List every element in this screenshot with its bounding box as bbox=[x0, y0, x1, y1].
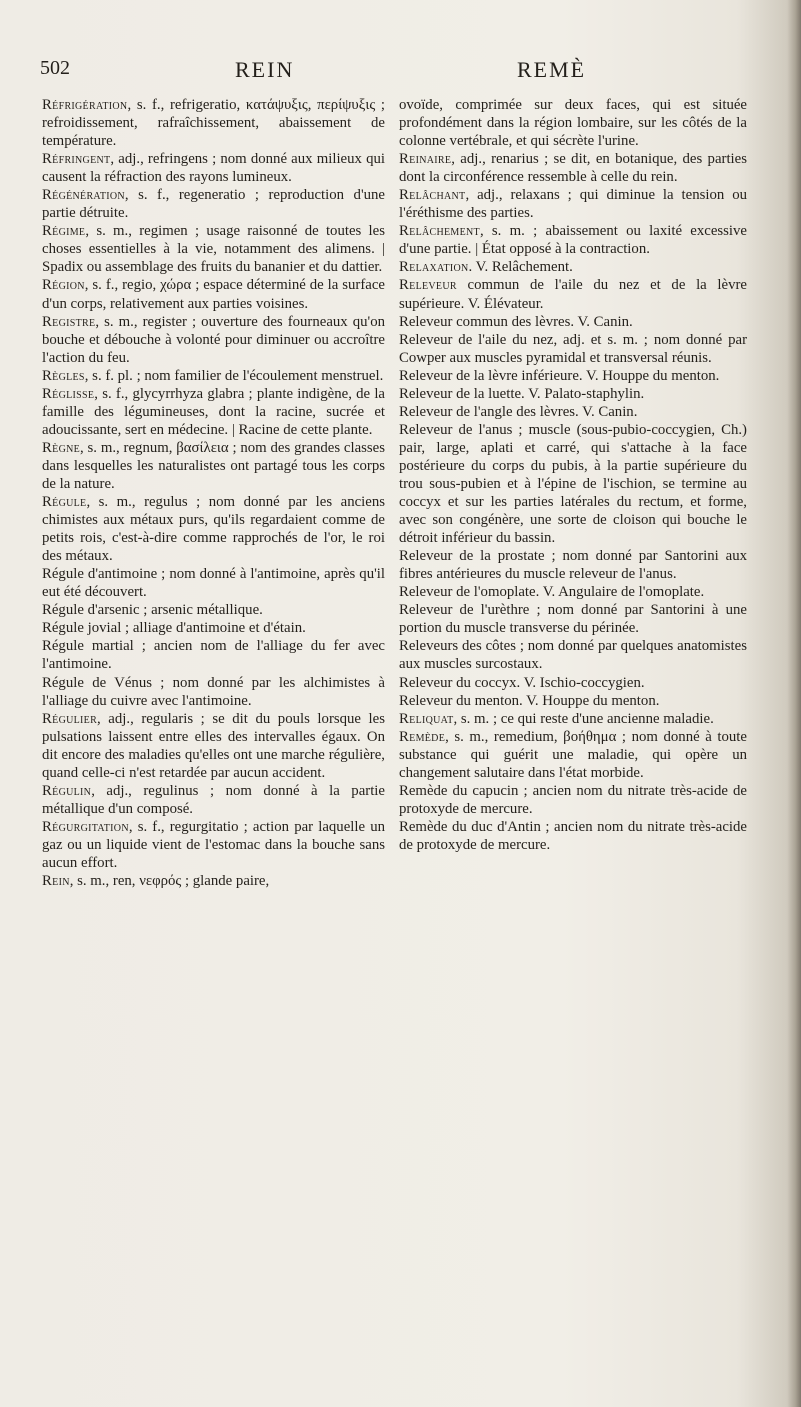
dictionary-entry bbox=[42, 276, 385, 312]
right-column bbox=[399, 96, 747, 854]
entry-text: Releveur commun des lèvres. V. Canin. bbox=[399, 313, 633, 330]
entry-text: Releveur de l'angle des lèvres. V. Canin. bbox=[399, 403, 638, 420]
dictionary-entry bbox=[399, 222, 747, 258]
dictionary-entry bbox=[42, 818, 385, 872]
dictionary-entry bbox=[399, 421, 747, 547]
entry-term: Remède bbox=[399, 728, 446, 745]
dictionary-entry bbox=[42, 222, 385, 276]
dictionary-entry bbox=[42, 601, 385, 619]
entry-term: Règne bbox=[42, 439, 81, 456]
entry-text: Régule d'antimoine ; nom donné à l'antimoine, après qu'il eut été découvert. bbox=[42, 566, 385, 601]
entry-text: Releveurs des côtes ; nom donné par quelques anatomistes aux muscles surcostaux. bbox=[399, 638, 747, 673]
entry-term: Relaxation bbox=[399, 259, 469, 276]
dictionary-entry bbox=[399, 403, 747, 421]
dictionary-entry bbox=[42, 150, 385, 186]
entry-term: Releveur bbox=[399, 277, 457, 294]
dictionary-entry bbox=[399, 710, 747, 728]
entry-text: , s. f., regeneratio ; reproduction d'une partie détruite. bbox=[42, 187, 385, 222]
entry-text: Releveur de la prostate ; nom donné par Santorini aux fibres antérieures du muscle releveur de l'anus. bbox=[399, 548, 747, 583]
entry-text: , adj., regularis ; se dit du pouls lorsque les pulsations laissent entre elles des intervalles égaux. On dit encore des maladies qu'elles ont une marche régulière, quand celle-ci n'est retardée par aucun accident. bbox=[42, 710, 385, 781]
dictionary-entry bbox=[42, 439, 385, 493]
entry-term: Relâchant bbox=[399, 187, 466, 204]
dictionary-entry bbox=[399, 547, 747, 583]
dictionary-entry bbox=[42, 872, 385, 890]
entry-text: Releveur de l'urèthre ; nom donné par Santorini à une portion du muscle transverse du périnée. bbox=[399, 602, 747, 637]
running-head-right: REMÈ bbox=[517, 57, 587, 82]
entry-text: , s. f., regio, χώρα ; espace déterminé de la surface d'un corps, relativement aux parties voisines. bbox=[42, 277, 385, 312]
entry-text: , s. m., regulus ; nom donné par les anciens chimistes aux métaux purs, qu'ils regardaient comme de petits rois, c'est-à-dire comme rapprochés de l'or, le roi des métaux. bbox=[42, 494, 385, 565]
entry-term: Reinaire bbox=[399, 151, 452, 168]
entry-text: , s. m., regnum, βασίλεια ; nom des grandes classes dans lesquelles les naturalistes ont partagé tous les corps de la nature. bbox=[42, 439, 385, 492]
dictionary-entry bbox=[399, 96, 747, 150]
entry-term: Régule bbox=[42, 494, 87, 511]
entry-term: Régime bbox=[42, 223, 86, 240]
dictionary-entry bbox=[42, 367, 385, 385]
entry-text: Releveur de l'aile du nez, adj. et s. m. ; nom donné par Cowper aux muscles pyramidal et transversal réunis. bbox=[399, 331, 747, 366]
entry-text: , s. m., regimen ; usage raisonné de toutes les choses essentielles à la vie, notamment des alimens. | Spadix ou assemblage des fruits du bananier et du dattier. bbox=[42, 223, 385, 276]
entry-text: Remède du capucin ; ancien nom du nitrate très-acide de protoxyde de mercure. bbox=[399, 782, 747, 817]
dictionary-entry bbox=[399, 367, 747, 385]
dictionary-entry bbox=[42, 710, 385, 782]
entry-term: Régurgitation bbox=[42, 818, 129, 835]
entry-text: , s. m., remedium, βοήθημα ; nom donné à toute substance qui guérit une maladie, qui opère un changement salutaire dans l'état morbide. bbox=[399, 728, 747, 781]
entry-term: Réglisse bbox=[42, 385, 95, 402]
dictionary-entry bbox=[399, 385, 747, 403]
entry-term: Régénération bbox=[42, 187, 125, 204]
entry-term: Réfrigération bbox=[42, 97, 128, 113]
page-edge-shadow bbox=[787, 0, 801, 1407]
entry-text: Régule jovial ; alliage d'antimoine et d'étain. bbox=[42, 620, 306, 637]
entry-text: Releveur du menton. V. Houppe du menton. bbox=[399, 692, 660, 709]
dictionary-entry bbox=[399, 601, 747, 637]
dictionary-entry bbox=[399, 782, 747, 818]
entry-term: Règles bbox=[42, 367, 85, 384]
entry-term: Rein bbox=[42, 873, 70, 890]
entry-text: Releveur du coccyx. V. Ischio-coccygien. bbox=[399, 674, 645, 691]
entry-text: commun de l'aile du nez et de la lèvre supérieure. V. Élévateur. bbox=[399, 277, 747, 312]
entry-term: Reliquat bbox=[399, 710, 454, 727]
entry-text: , adj., relaxans ; qui diminue la tension ou l'éréthisme des parties. bbox=[399, 187, 747, 222]
entry-text: ovoïde, comprimée sur deux faces, qui est située profondément dans la région lombaire, sur les côtés de la colonne vertébrale, et qui sécrète l'urine. bbox=[399, 97, 747, 150]
entry-term: Réfringent bbox=[42, 151, 111, 168]
dictionary-entry bbox=[42, 637, 385, 673]
dictionary-entry bbox=[399, 313, 747, 331]
dictionary-entry bbox=[42, 313, 385, 367]
page-number: 502 bbox=[40, 57, 70, 79]
dictionary-entry bbox=[42, 565, 385, 601]
entry-text: Releveur de l'omoplate. V. Angulaire de l'omoplate. bbox=[399, 584, 705, 601]
dictionary-entry bbox=[399, 186, 747, 222]
dictionary-entry bbox=[399, 331, 747, 367]
dictionary-entry bbox=[399, 692, 747, 710]
entry-term: Région bbox=[42, 277, 85, 294]
entry-text: , s. f., refrigeratio, κατάψυξις, περίψυξις ; refroidissement, rafraîchissement, abaissement de température. bbox=[42, 97, 385, 150]
entry-text: , s. m., ren, νεφρός ; glande paire, bbox=[69, 873, 270, 890]
entry-text: Régule martial ; ancien nom de l'alliage du fer avec l'antimoine. bbox=[42, 638, 385, 673]
dictionary-entry bbox=[42, 493, 385, 565]
running-head-left: REIN bbox=[235, 57, 295, 82]
dictionary-entry bbox=[42, 619, 385, 637]
dictionary-entry bbox=[42, 674, 385, 710]
entry-text: , s. m., register ; ouverture des fourneaux qu'on bouche et débouche à volonté pour diminuer ou accroître l'action du feu. bbox=[42, 313, 385, 366]
dictionary-entry bbox=[399, 276, 747, 312]
dictionary-entry bbox=[399, 637, 747, 673]
entry-text: , adj., regulinus ; nom donné à la partie métallique d'un composé. bbox=[42, 782, 385, 817]
dictionary-entry bbox=[42, 186, 385, 222]
entry-term: Relâchement bbox=[399, 223, 480, 240]
entry-text: Releveur de la lèvre inférieure. V. Houppe du menton. bbox=[399, 367, 720, 384]
entry-text: , s. f., glycyrrhyza glabra ; plante indigène, de la famille des légumineuses, dont la racine, sucrée et adoucissante, sert en médecine. | Racine de cette plante. bbox=[42, 385, 385, 438]
entry-text: , adj., renarius ; se dit, en botanique, des parties dont la circonférence ressemble à celle du rein. bbox=[399, 151, 747, 186]
dictionary-entry bbox=[42, 385, 385, 439]
left-column bbox=[42, 96, 385, 890]
dictionary-entry bbox=[42, 96, 385, 150]
entry-text: Releveur de l'anus ; muscle (sous-pubio-coccygien, Ch.) pair, large, aplati et carré, qui s'attache à la face postérieure du corps du pubis, à la partie supérieure du trou sous-pubien et à l'épine de l'ischion, se termine au coccyx et sur les parties latérales du rectum, et forme, avec son congénère, une sorte de cloison qui bouche le détroit inférieur du bassin. bbox=[399, 421, 747, 547]
entry-text: , adj., refringens ; nom donné aux milieux qui causent la réfraction des rayons lumineux. bbox=[42, 151, 385, 186]
dictionary-entry bbox=[399, 583, 747, 601]
dictionary-entry bbox=[399, 258, 747, 276]
entry-text: , s. f. pl. ; nom familier de l'écoulement menstruel. bbox=[84, 367, 384, 384]
entry-term: Registre bbox=[42, 313, 96, 330]
entry-text: Remède du duc d'Antin ; ancien nom du nitrate très-acide de protoxyde de mercure. bbox=[399, 818, 747, 853]
dictionary-entry bbox=[399, 728, 747, 782]
entry-text: , s. f., regurgitatio ; action par laquelle un gaz ou un liquide vient de l'estomac dans la bouche sans aucun effort. bbox=[42, 818, 385, 871]
dictionary-entry bbox=[399, 150, 747, 186]
entry-text: , s. m. ; ce qui reste d'une ancienne maladie. bbox=[453, 710, 714, 727]
entry-text: . V. Relâchement. bbox=[468, 259, 573, 276]
entry-text: Régule d'arsenic ; arsenic métallique. bbox=[42, 602, 263, 619]
entry-text: Releveur de la luette. V. Palato-staphylin. bbox=[399, 385, 645, 402]
entry-text: Régule de Vénus ; nom donné par les alchimistes à l'alliage du cuivre avec l'antimoine. bbox=[42, 674, 385, 709]
page-header bbox=[0, 57, 801, 83]
dictionary-entry bbox=[399, 674, 747, 692]
entry-text: , s. m. ; abaissement ou laxité excessive d'une partie. | État opposé à la contraction. bbox=[399, 223, 747, 258]
entry-term: Régulier bbox=[42, 710, 98, 727]
dictionary-entry bbox=[399, 818, 747, 854]
dictionary-entry bbox=[42, 782, 385, 818]
entry-term: Régulin bbox=[42, 782, 92, 799]
